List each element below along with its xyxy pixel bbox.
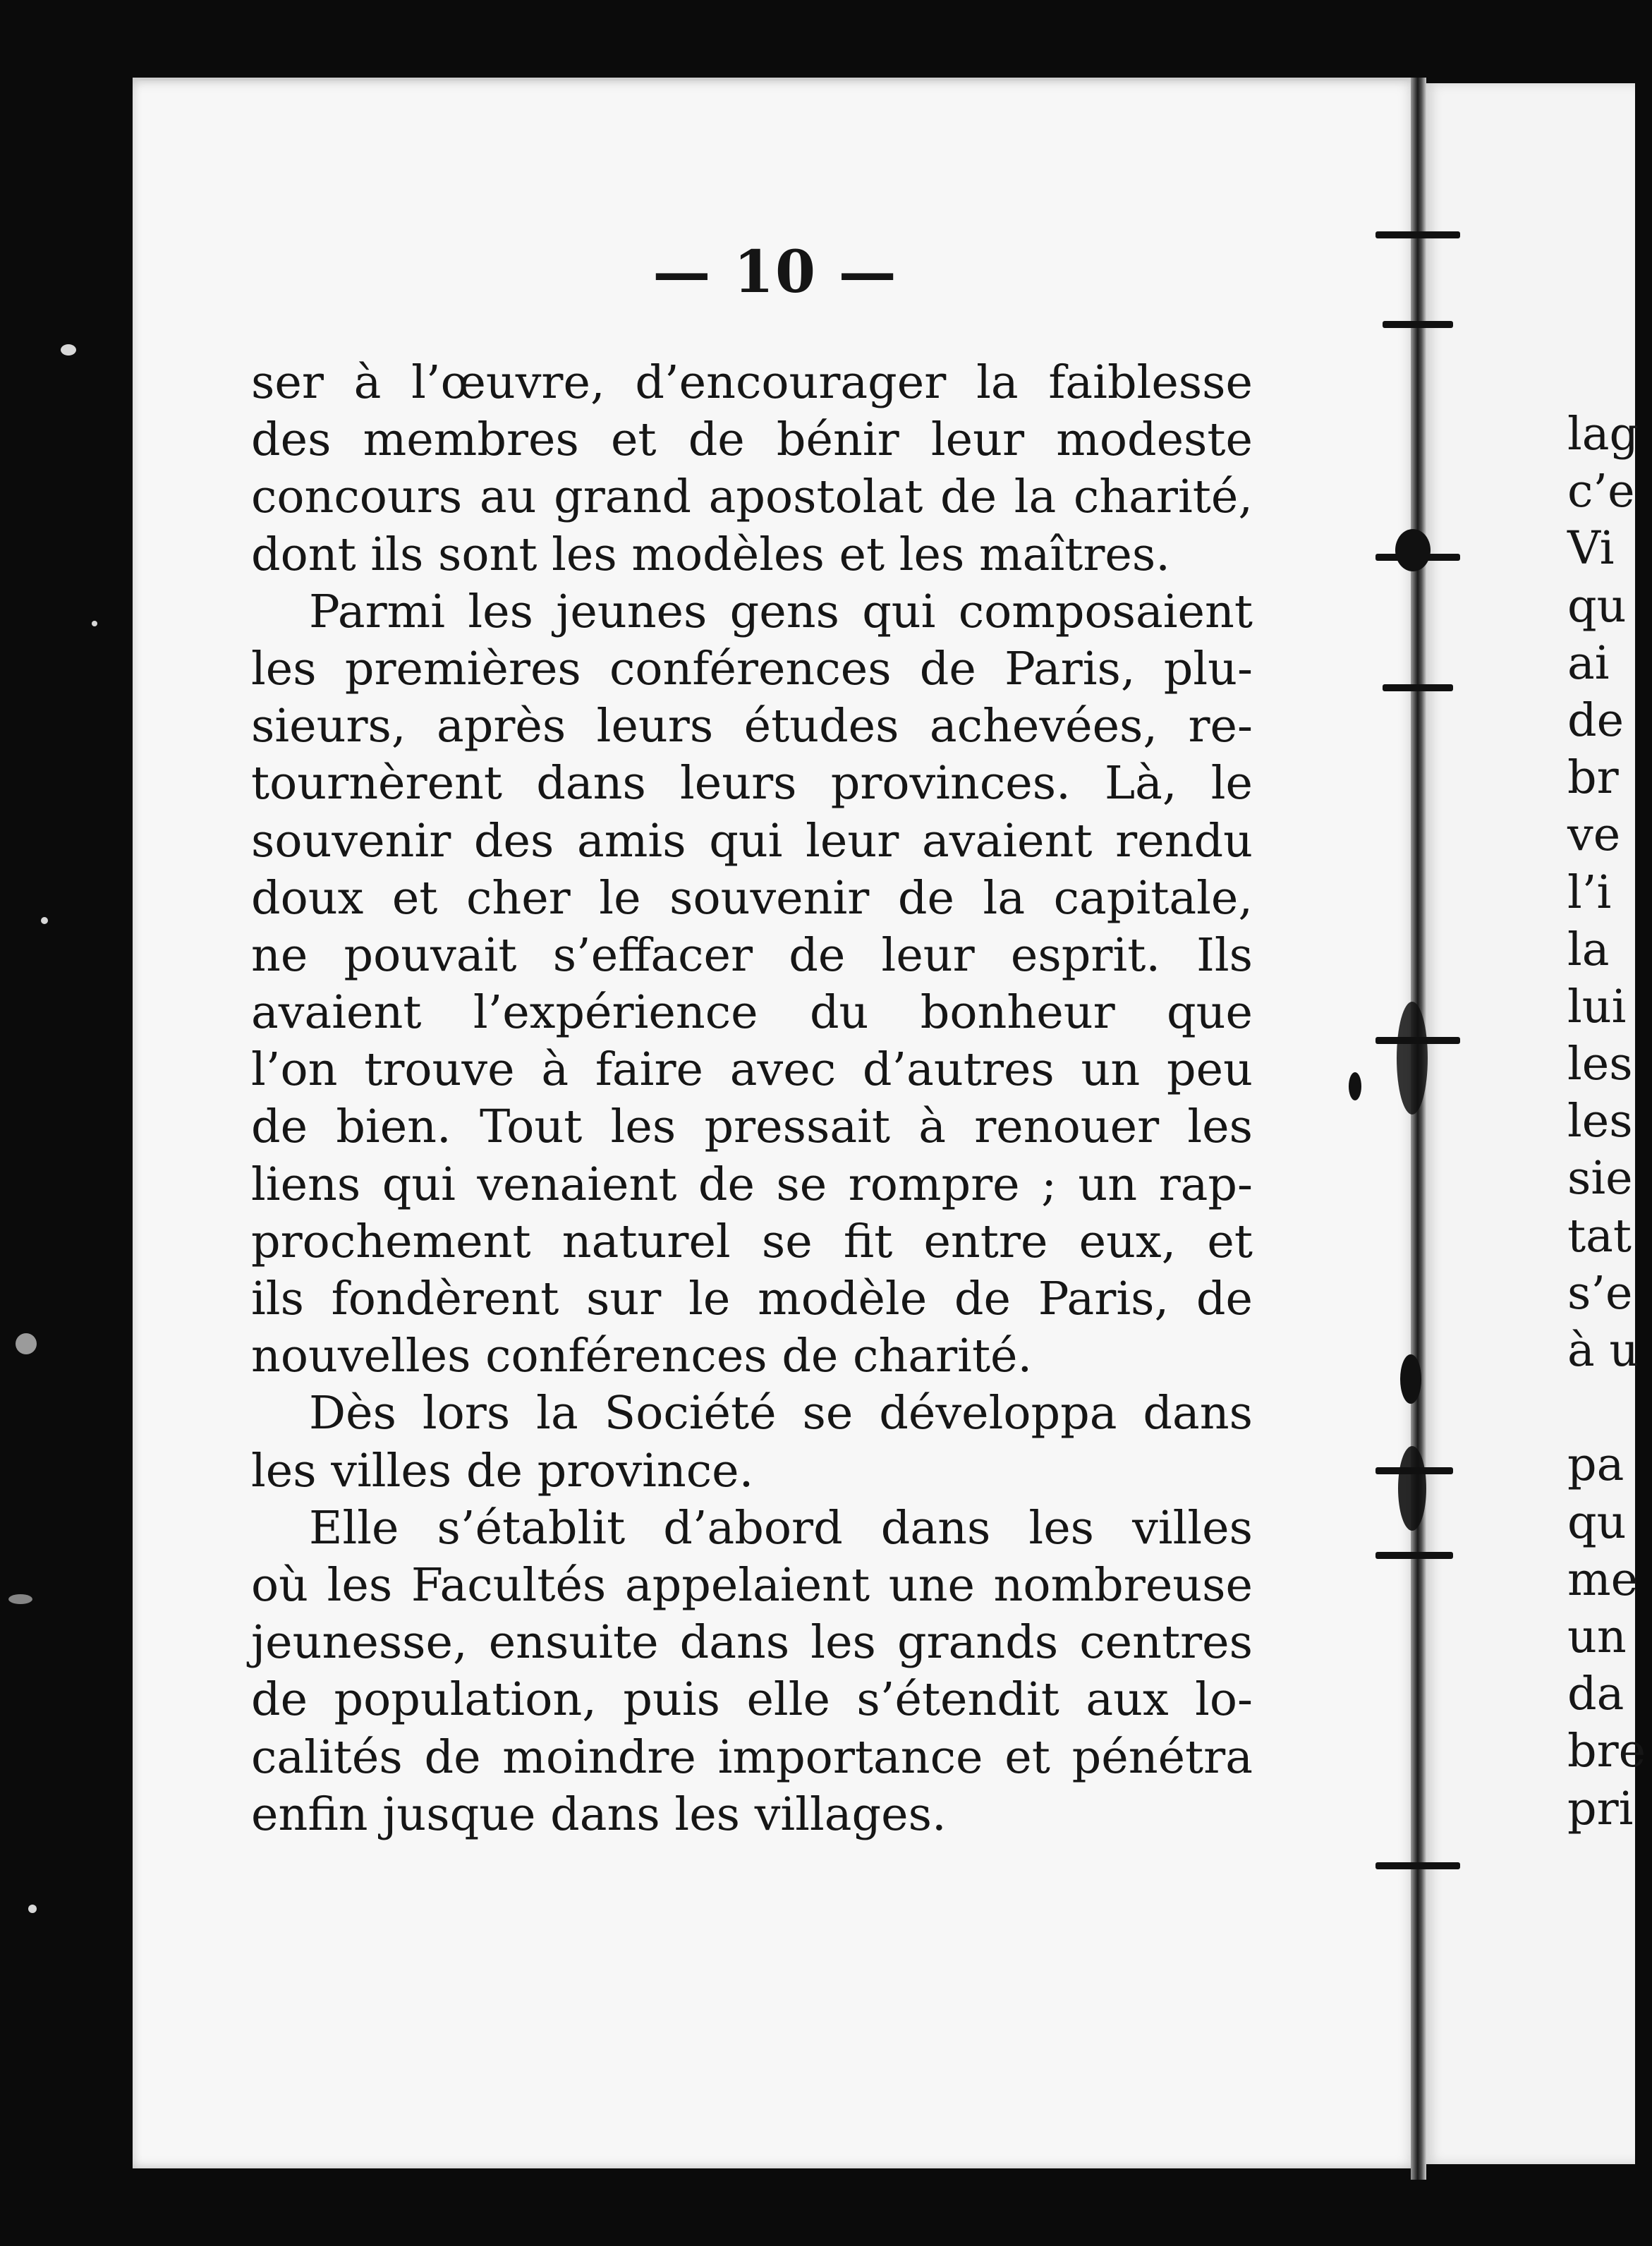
text-line: Elle s’établit d’abord dans les villes	[309, 1501, 1253, 1555]
text-line: enfin jusque dans les villages.	[251, 1787, 947, 1841]
text-line: l’on trouve à faire avec d’autres un peu	[251, 1043, 1253, 1097]
text-line: de bien. Tout les pressait à renouer les	[251, 1100, 1253, 1154]
binding-stitch	[1383, 321, 1453, 328]
facing-fragment: qu	[1567, 579, 1627, 633]
facing-fragment: tat	[1567, 1209, 1632, 1263]
page-number: — 10 —	[652, 238, 898, 306]
facing-fragment: pri	[1567, 1782, 1634, 1835]
text-line: les villes de province.	[251, 1444, 754, 1498]
facing-fragment: l’i	[1567, 866, 1612, 919]
text-line: où les Facultés appelaient une nombreuse	[251, 1558, 1253, 1612]
facing-fragment: pa	[1567, 1438, 1624, 1492]
facing-fragment: les	[1567, 1095, 1633, 1148]
noise-speck	[92, 621, 97, 626]
facing-fragment: ai	[1567, 636, 1610, 690]
text-line: calités de moindre importance et pénétra	[251, 1730, 1253, 1784]
ink-blot	[1349, 1072, 1361, 1100]
text-line: ser à l’œuvre, d’encourager la faiblesse	[251, 356, 1253, 409]
facing-fragment: bre	[1567, 1725, 1646, 1778]
binding-stitch	[1375, 1552, 1453, 1559]
binding-stitch	[1375, 1862, 1460, 1869]
text-line: les premières conférences de Paris, plu-	[251, 642, 1253, 696]
facing-fragment: lag	[1567, 408, 1639, 461]
text-line: des membres et de bénir leur modeste	[251, 413, 1253, 467]
text-line: prochement naturel se fit entre eux, et	[251, 1215, 1253, 1268]
binding-stitch	[1383, 684, 1453, 691]
facing-fragment: br	[1567, 751, 1619, 805]
text-line: concours au grand apostolat de la charité,	[251, 471, 1253, 524]
facing-fragment: lui	[1567, 980, 1627, 1033]
facing-fragment: ve	[1567, 808, 1621, 862]
facing-fragment: qu	[1567, 1495, 1627, 1549]
body-text	[251, 354, 1253, 1843]
facing-page-text	[1567, 406, 1652, 1838]
text-line: tournèrent dans leurs provinces. Là, le	[251, 757, 1253, 811]
text-line: Parmi les jeunes gens qui composaient	[309, 585, 1253, 638]
text-line: dont ils sont les modèles et les maîtres.	[251, 528, 1170, 581]
text-line: souvenir des amis qui leur avaient rendu	[251, 814, 1253, 868]
facing-fragment: de	[1567, 693, 1624, 747]
facing-fragment: les	[1567, 1038, 1633, 1091]
facing-fragment: da	[1567, 1668, 1624, 1721]
facing-fragment: c’e	[1567, 465, 1635, 518]
text-line: ne pouvait s’effacer de leur esprit. Ils	[251, 928, 1253, 982]
noise-speck	[28, 1905, 37, 1913]
text-line: avaient l’expérience du bonheur que	[251, 986, 1253, 1040]
facing-fragment: Vi	[1567, 522, 1615, 576]
facing-fragment: s’e	[1567, 1266, 1633, 1320]
text-line: Dès lors la Société se développa dans	[309, 1387, 1253, 1440]
ink-blot	[1400, 1354, 1421, 1404]
facing-fragment: la	[1567, 923, 1610, 976]
text-line: de population, puis elle s’étendit aux lo-	[251, 1673, 1253, 1727]
ink-blot	[1395, 529, 1431, 571]
facing-fragment: me	[1567, 1553, 1639, 1606]
binding-stitch	[1375, 231, 1460, 238]
text-line: ils fondèrent sur le modèle de Paris, de	[251, 1273, 1253, 1325]
facing-fragment: un	[1567, 1610, 1627, 1663]
ink-blot	[1397, 1002, 1428, 1115]
text-line: jeunesse, ensuite dans les grands centres	[251, 1616, 1253, 1670]
facing-fragment: à u	[1567, 1324, 1639, 1377]
facing-fragment: sie	[1567, 1152, 1633, 1206]
text-line: nouvelles conférences de charité.	[251, 1330, 1033, 1383]
text-line: liens qui venaient de se rompre ; un rap-	[251, 1158, 1253, 1211]
ink-blot	[1398, 1446, 1426, 1531]
text-line: doux et cher le souvenir de la capitale,	[251, 871, 1253, 925]
noise-speck	[61, 344, 76, 356]
noise-speck	[41, 917, 48, 924]
text-line: sieurs, après leurs études achevées, re-	[251, 700, 1253, 753]
noise-speck	[16, 1333, 37, 1354]
noise-speck	[8, 1594, 32, 1604]
